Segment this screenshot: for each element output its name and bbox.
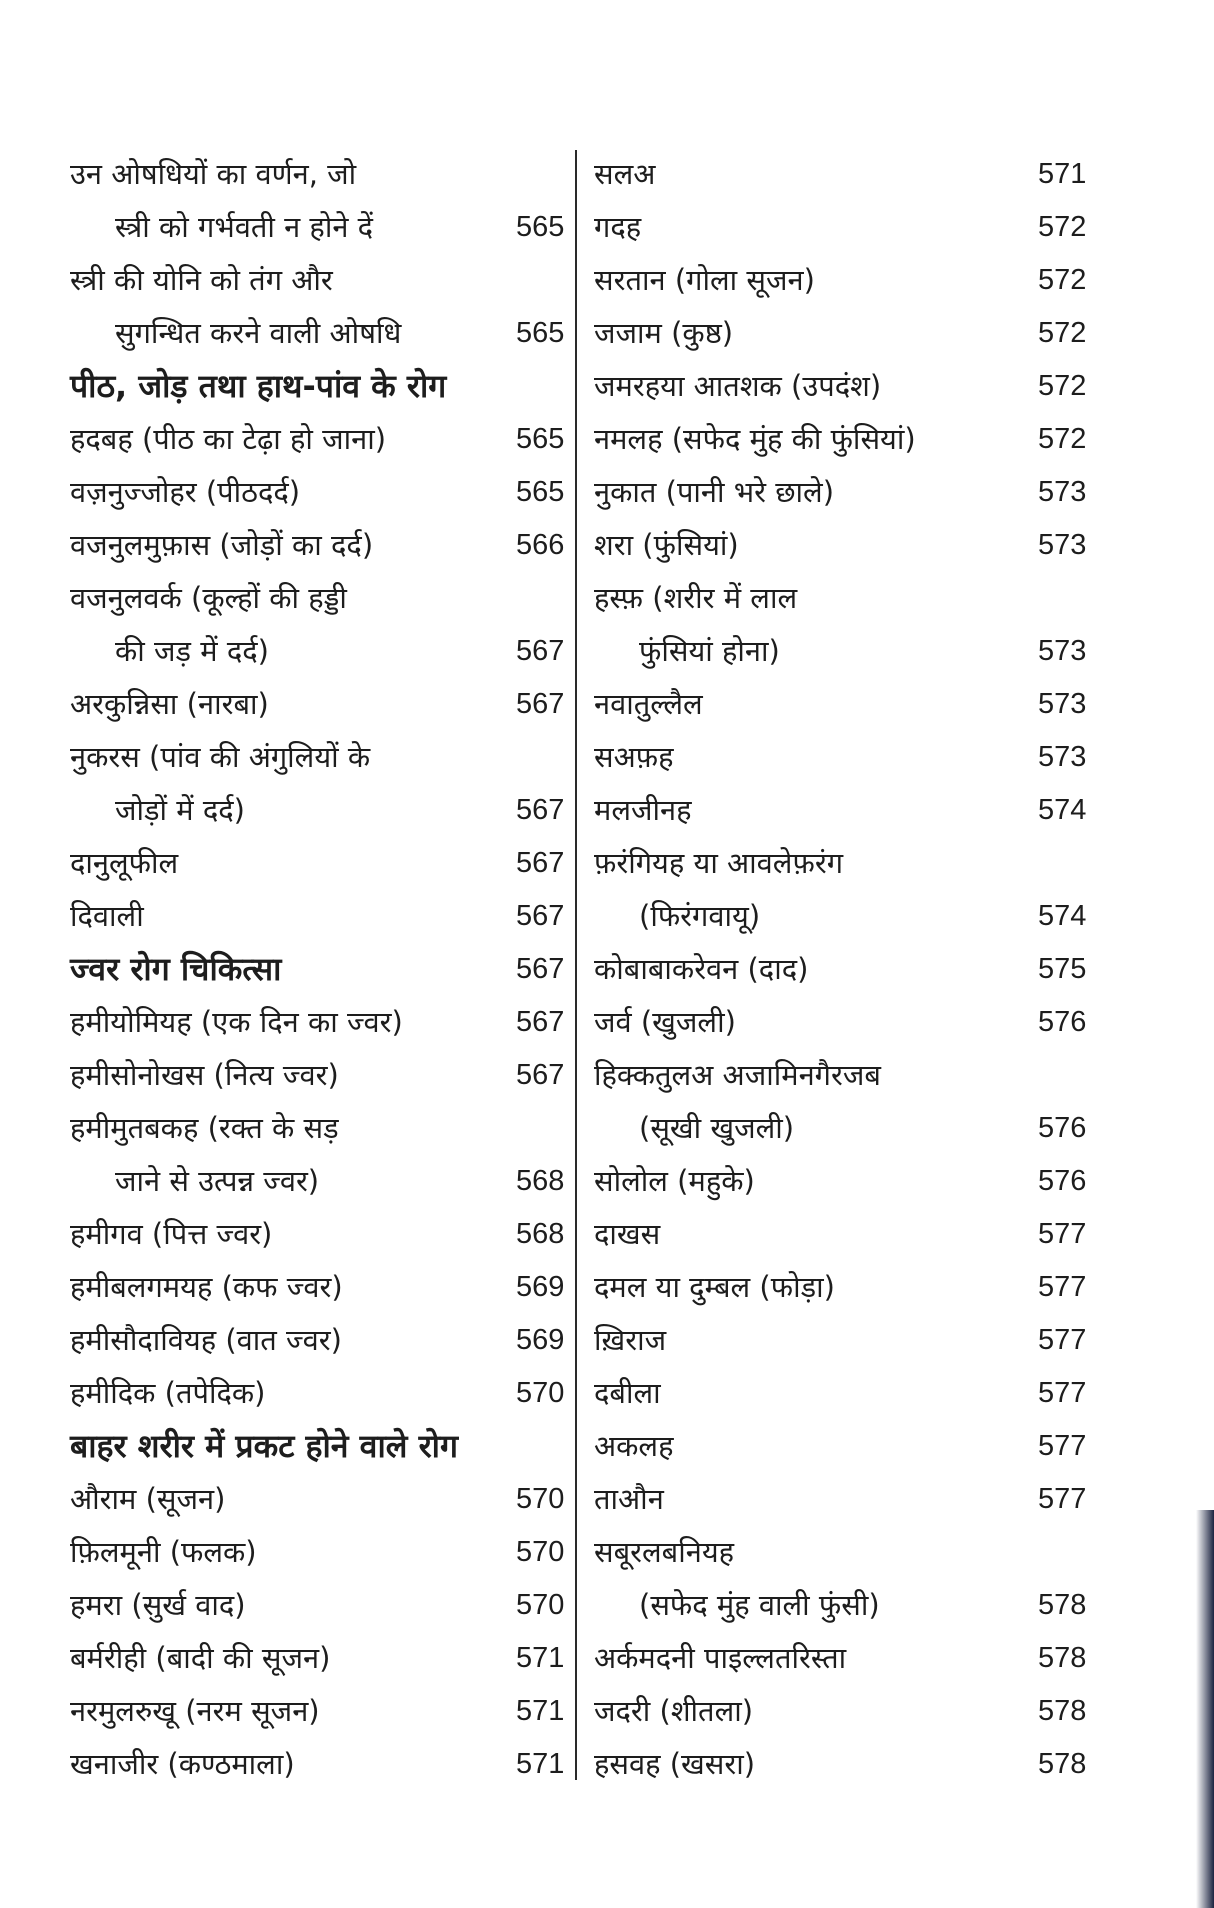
- entry-title: हदबह (पीठ का टेढ़ा हो जाना): [70, 422, 387, 456]
- entry-title: शरा (फुंसियां): [594, 528, 739, 562]
- entry-title: खनाजीर (कण्ठमाला): [70, 1747, 295, 1781]
- entry-title: स्त्री को गर्भवती न होने दें: [115, 210, 374, 244]
- index-right-column: [594, 148, 1094, 1791]
- index-entry: [594, 1420, 1094, 1473]
- index-left-column: [70, 148, 570, 1791]
- entry-title: अरकुन्निसा (नारबा): [70, 687, 269, 721]
- page-number: 577: [1038, 1218, 1087, 1250]
- index-entry: [70, 1155, 570, 1208]
- entry-title: नरमुलरुखू (नरम सूजन): [70, 1694, 320, 1728]
- index-entry: [70, 466, 570, 519]
- page-number: 567: [516, 1059, 565, 1091]
- entry-title: (सूखी खुजली): [639, 1111, 795, 1145]
- index-entry: [70, 1526, 570, 1579]
- index-entry: [594, 413, 1094, 466]
- index-entry: [594, 1155, 1094, 1208]
- entry-title: वज़नुज्जोहर (पीठदर्द): [70, 475, 301, 509]
- page-number: 573: [1038, 476, 1087, 508]
- entry-title: हमीगव (पित्त ज्वर): [70, 1217, 273, 1251]
- section-heading: [70, 943, 570, 996]
- entry-title: दिवाली: [70, 899, 144, 933]
- page-number: 578: [1038, 1589, 1087, 1621]
- index-entry: [594, 1049, 1094, 1102]
- page-number: 574: [1038, 794, 1087, 826]
- page-edge-shadow: [1196, 1510, 1214, 1908]
- entry-title: ख़िराज: [594, 1323, 667, 1357]
- page-number: 578: [1038, 1642, 1087, 1674]
- page-number: 572: [1038, 317, 1087, 349]
- entry-title: नुकरस (पांव की अंगुलियों के: [70, 740, 371, 774]
- page-number: 578: [1038, 1748, 1087, 1780]
- page-number: 567: [516, 900, 565, 932]
- entry-title: हमीदिक (तपेदिक): [70, 1376, 266, 1410]
- page-number: 567: [516, 635, 565, 667]
- index-entry: [594, 837, 1094, 890]
- index-entry: [70, 890, 570, 943]
- index-entry: [70, 1102, 570, 1155]
- entry-title: हमीयोमियह (एक दिन का ज्वर): [70, 1005, 403, 1039]
- index-entry: [594, 625, 1094, 678]
- entry-title: हमीसोनोखस (नित्य ज्वर): [70, 1058, 339, 1092]
- index-entry: [70, 1208, 570, 1261]
- entry-title: ताऔन: [594, 1482, 664, 1516]
- index-entry: [70, 1367, 570, 1420]
- index-entry: [594, 201, 1094, 254]
- entry-title: सअफ़ह: [594, 740, 674, 774]
- index-entry: [594, 1102, 1094, 1155]
- page-number: 573: [1038, 741, 1087, 773]
- entry-title: हमीमुतबकह (रक्त के सड़: [70, 1111, 339, 1145]
- index-entry: [70, 1738, 570, 1791]
- index-entry: [594, 1738, 1094, 1791]
- page-number: 570: [516, 1589, 565, 1621]
- page-number: 567: [516, 1006, 565, 1038]
- index-entry: [70, 996, 570, 1049]
- index-entry: [70, 201, 570, 254]
- index-entry: [594, 1208, 1094, 1261]
- index-entry: [594, 1632, 1094, 1685]
- entry-title: जजाम (कुष्ठ): [594, 316, 734, 350]
- entry-title: फ़रंगियह या आवलेफ़रंग: [594, 846, 844, 880]
- page-number: 570: [516, 1483, 565, 1515]
- index-entry: [594, 572, 1094, 625]
- section-heading: [70, 1420, 570, 1473]
- index-entry: [594, 1261, 1094, 1314]
- index-entry: [594, 148, 1094, 201]
- page-number: 574: [1038, 900, 1087, 932]
- entry-title: जमरहया आतशक (उपदंश): [594, 369, 882, 403]
- index-entry: [70, 1261, 570, 1314]
- entry-title: बाहर शरीर में प्रकट होने वाले रोग: [70, 1427, 458, 1465]
- page-number: 573: [1038, 529, 1087, 561]
- entry-title: नवातुल्लैल: [594, 687, 703, 721]
- index-entry: [70, 1473, 570, 1526]
- entry-title: वजनुलमुफ़ास (जोड़ों का दर्द): [70, 528, 374, 562]
- page-number: 565: [516, 476, 565, 508]
- entry-title: दमल या दुम्बल (फोड़ा): [594, 1270, 835, 1304]
- index-entry: [70, 1685, 570, 1738]
- index-entry: [594, 360, 1094, 413]
- index-entry: [594, 519, 1094, 572]
- entry-title: हिक्कतुलअ अजामिनगैरजब: [594, 1058, 881, 1092]
- page-number: 571: [516, 1748, 565, 1780]
- index-entry: [594, 890, 1094, 943]
- page-number: 575: [1038, 953, 1087, 985]
- page-number: 569: [516, 1324, 565, 1356]
- entry-title: जर्व (खुजली): [594, 1005, 736, 1039]
- index-entry: [594, 466, 1094, 519]
- index-entry: [594, 943, 1094, 996]
- page-number: 573: [1038, 635, 1087, 667]
- entry-title: हमीसौदावियह (वात ज्वर): [70, 1323, 342, 1357]
- page-number: 577: [1038, 1430, 1087, 1462]
- index-entry: [70, 1632, 570, 1685]
- entry-title: ज्वर रोग चिकित्सा: [70, 950, 282, 988]
- entry-title: अर्कमदनी पाइल्लतरिस्ता: [594, 1641, 847, 1675]
- page-number: 569: [516, 1271, 565, 1303]
- index-entry: [594, 307, 1094, 360]
- index-entry: [70, 1314, 570, 1367]
- entry-title: की जड़ में दर्द): [115, 634, 269, 668]
- entry-title: दानुलूफील: [70, 846, 179, 880]
- entry-title: स्त्री की योनि को तंग और: [70, 263, 333, 297]
- index-entry: [70, 413, 570, 466]
- index-entry: [594, 1473, 1094, 1526]
- entry-title: सुगन्धित करने वाली ओषधि: [115, 316, 402, 350]
- entry-title: कोबाबाकरेवन (दाद): [594, 952, 809, 986]
- page-number: 571: [516, 1642, 565, 1674]
- entry-title: गदह: [594, 210, 642, 244]
- page-number: 577: [1038, 1483, 1087, 1515]
- page-number: 567: [516, 847, 565, 879]
- index-entry: [70, 1579, 570, 1632]
- index-entry: [594, 678, 1094, 731]
- entry-title: पीठ, जोड़ तथा हाथ-पांव के रोग: [70, 367, 447, 405]
- page-number: 571: [1038, 158, 1087, 190]
- page-number: 572: [1038, 370, 1087, 402]
- page-number: 566: [516, 529, 565, 561]
- index-entry: [594, 254, 1094, 307]
- entry-title: औराम (सूजन): [70, 1482, 226, 1516]
- entry-title: उन ओषधियों का वर्णन, जो: [70, 157, 357, 191]
- page-number: 576: [1038, 1006, 1087, 1038]
- entry-title: बर्मरीही (बादी की सूजन): [70, 1641, 331, 1675]
- index-entry: [594, 1367, 1094, 1420]
- page-number: 576: [1038, 1165, 1087, 1197]
- page-number: 565: [516, 423, 565, 455]
- index-entry: [70, 784, 570, 837]
- index-entry: [70, 837, 570, 890]
- page-number: 565: [516, 317, 565, 349]
- entry-title: (सफेद मुंह वाली फुंसी): [639, 1588, 880, 1622]
- entry-title: सबूरलबनियह: [594, 1535, 735, 1569]
- index-entry: [594, 731, 1094, 784]
- page-number: 570: [516, 1536, 565, 1568]
- index-entry: [594, 996, 1094, 1049]
- entry-title: सरतान (गोला सूजन): [594, 263, 815, 297]
- entry-title: जदरी (शीतला): [594, 1694, 754, 1728]
- entry-title: नमलह (सफेद मुंह की फुंसियां): [594, 422, 916, 456]
- page-number: 568: [516, 1218, 565, 1250]
- index-entry: [594, 1526, 1094, 1579]
- entry-title: फ़िलमूनी (फलक): [70, 1535, 257, 1569]
- index-entry: [70, 625, 570, 678]
- page-number: 570: [516, 1377, 565, 1409]
- entry-title: सलअ: [594, 157, 656, 191]
- index-entry: [70, 572, 570, 625]
- entry-title: हमीबलगमयह (कफ ज्वर): [70, 1270, 343, 1304]
- index-entry: [70, 254, 570, 307]
- entry-title: फुंसियां होना): [639, 634, 780, 668]
- entry-title: (फिरंगवायू): [639, 899, 761, 933]
- entry-title: मलजीनह: [594, 793, 692, 827]
- entry-title: हमरा (सुर्ख वाद): [70, 1588, 246, 1622]
- page-number: 571: [516, 1695, 565, 1727]
- entry-title: हसवह (खसरा): [594, 1747, 756, 1781]
- index-entry: [70, 307, 570, 360]
- page-number: 577: [1038, 1377, 1087, 1409]
- index-entry: [594, 1685, 1094, 1738]
- page-number: 567: [516, 953, 565, 985]
- page-number: 572: [1038, 264, 1087, 296]
- index-entry: [70, 1049, 570, 1102]
- entry-title: नुकात (पानी भरे छाले): [594, 475, 835, 509]
- page-number: 568: [516, 1165, 565, 1197]
- entry-title: हस्फ़ (शरीर में लाल: [594, 581, 798, 615]
- index-entry: [70, 148, 570, 201]
- section-heading: [70, 360, 570, 413]
- entry-title: दबीला: [594, 1376, 661, 1410]
- page-number: 577: [1038, 1324, 1087, 1356]
- page-number: 572: [1038, 211, 1087, 243]
- index-entry: [70, 678, 570, 731]
- page-number: 578: [1038, 1695, 1087, 1727]
- index-entry: [594, 1314, 1094, 1367]
- page-number: 573: [1038, 688, 1087, 720]
- index-entry: [594, 1579, 1094, 1632]
- page-number: 576: [1038, 1112, 1087, 1144]
- index-entry: [70, 731, 570, 784]
- page-number: 567: [516, 688, 565, 720]
- page-number: 567: [516, 794, 565, 826]
- entry-title: वजनुलवर्क (कूल्हों की हड्डी: [70, 581, 347, 615]
- entry-title: दाखस: [594, 1217, 661, 1251]
- index-entry: [70, 519, 570, 572]
- column-divider: [575, 150, 577, 1780]
- entry-title: सोलोल (महुके): [594, 1164, 755, 1198]
- entry-title: अकलह: [594, 1429, 674, 1463]
- entry-title: जाने से उत्पन्न ज्वर): [115, 1164, 320, 1198]
- page-number: 572: [1038, 423, 1087, 455]
- index-entry: [594, 784, 1094, 837]
- page-number: 565: [516, 211, 565, 243]
- entry-title: जोड़ों में दर्द): [115, 793, 245, 827]
- page-number: 577: [1038, 1271, 1087, 1303]
